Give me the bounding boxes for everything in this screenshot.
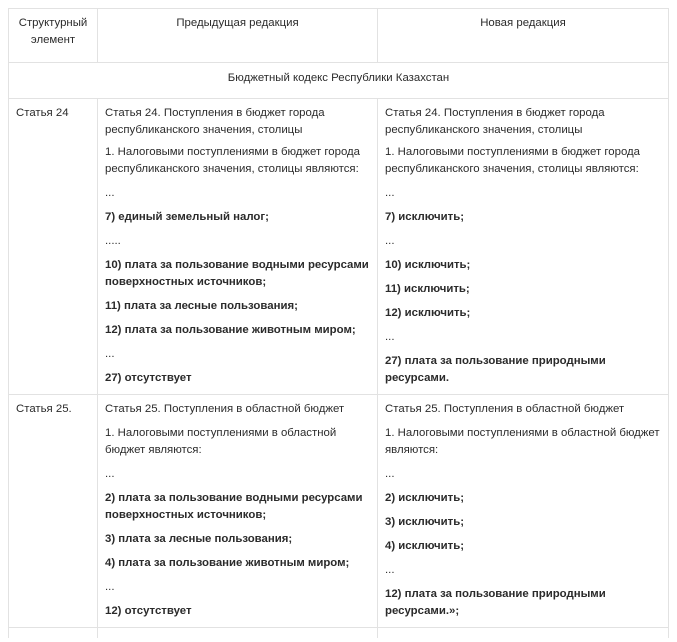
- paragraph: 1. Налоговыми поступлениями в бюджет города республиканского значения, столицы являются:: [385, 146, 641, 175]
- ellipsis: ...: [385, 187, 395, 199]
- list-item: 2) плата за пользование водными ресурсами поверхностных источников;: [105, 492, 363, 521]
- comparison-table: [8, 8, 669, 638]
- list-item: 11) исключить;: [385, 283, 470, 295]
- article-title: Статья 25. Поступления в областной бюджет: [105, 403, 345, 415]
- list-item: 12) плата за пользование животным миром;: [105, 324, 356, 336]
- new-edition-cell: [378, 99, 669, 395]
- paragraph: 1. Налоговыми поступлениями в областной бюджет являются:: [105, 427, 337, 456]
- list-item: 3) исключить;: [385, 516, 464, 528]
- paragraph: 1. Налоговыми поступлениями в бюджет города республиканского значения, столицы являются:: [105, 146, 361, 175]
- ellipsis: ...: [385, 564, 395, 576]
- ellipsis: ...: [385, 468, 395, 480]
- list-item: 4) плата за пользование животным миром;: [105, 557, 350, 569]
- ellipsis: ...: [385, 235, 395, 247]
- table-row-article-25: [9, 395, 669, 628]
- list-item: 12) отсутствует: [105, 605, 192, 617]
- list-item: 27) отсутствует: [105, 372, 192, 384]
- list-item: 11) плата за лесные пользования;: [105, 300, 298, 312]
- list-item: 12) исключить;: [385, 307, 471, 319]
- ellipsis: ...: [385, 331, 395, 343]
- list-item: 10) исключить;: [385, 259, 471, 271]
- ellipsis: ...: [105, 187, 115, 199]
- list-item: 12) плата за пользование природными ресурсами.»;: [385, 588, 606, 617]
- list-item: 10) плата за пользование водными ресурсами поверхностных источников;: [105, 259, 369, 288]
- list-item: 7) единый земельный налог;: [105, 211, 269, 223]
- ellipsis: ...: [105, 581, 115, 593]
- header-new-edition: Новая редакция: [378, 9, 669, 63]
- article-title: Статья 24. Поступления в бюджет города республиканского значения, столицы: [385, 107, 605, 136]
- list-item: 27) плата за пользование природными ресурсами.: [385, 355, 606, 384]
- section-title: Бюджетный кодекс Республики Казахстан: [9, 63, 669, 99]
- article-title: Статья 25. Поступления в областной бюджет: [385, 403, 625, 415]
- list-item: 3) плата за лесные пользования;: [105, 533, 293, 545]
- list-item: 7) исключить;: [385, 211, 464, 223]
- row-element: Статья 25.: [9, 395, 98, 628]
- trailing-row: [9, 628, 669, 639]
- previous-edition-cell: [98, 99, 378, 395]
- article-title: Статья 24. Поступления в бюджет города республиканского значения, столицы: [105, 107, 325, 136]
- previous-edition-cell: [98, 395, 378, 628]
- list-item: 2) исключить;: [385, 492, 464, 504]
- table-row-article-24: [9, 99, 669, 395]
- row-element: Статья 24: [9, 99, 98, 395]
- ellipsis: ...: [105, 468, 115, 480]
- ellipsis: ...: [105, 348, 115, 360]
- ellipsis: .....: [105, 235, 121, 247]
- new-edition-cell: [378, 395, 669, 628]
- paragraph: 1. Налоговыми поступлениями в областной бюджет являются:: [385, 427, 660, 456]
- table-header-row: [9, 9, 669, 63]
- list-item: 4) исключить;: [385, 540, 464, 552]
- header-structural-element: Структурный элемент: [9, 9, 98, 63]
- section-row: [9, 63, 669, 99]
- header-previous-edition: Предыдущая редакция: [98, 9, 378, 63]
